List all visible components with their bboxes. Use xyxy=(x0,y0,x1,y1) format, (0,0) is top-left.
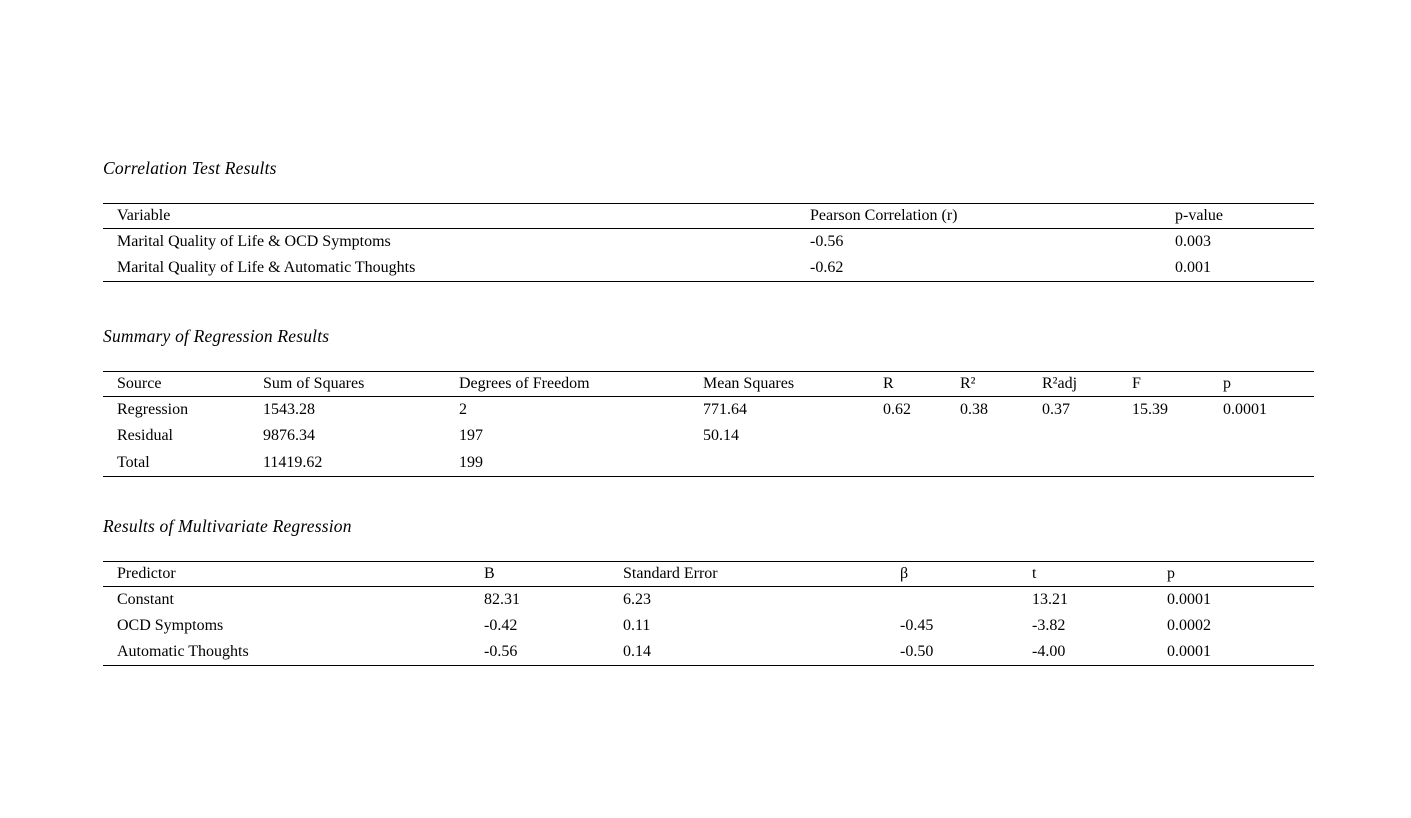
column-header: β xyxy=(886,561,1018,586)
column-header: B xyxy=(470,561,609,586)
column-header: p xyxy=(1209,372,1314,397)
table-cell: 0.11 xyxy=(623,616,651,634)
table-cell xyxy=(1118,450,1209,477)
table-cell: 15.39 xyxy=(1132,401,1168,418)
column-header: Source xyxy=(103,372,249,397)
table-row xyxy=(103,229,1314,256)
column-header: p xyxy=(1153,561,1314,586)
table-title: Summary of Regression Results xyxy=(103,326,330,346)
table-row xyxy=(103,639,1314,666)
table-cell: -0.62 xyxy=(810,259,844,276)
document-content xyxy=(103,0,1314,666)
table-cell: 6.23 xyxy=(623,590,651,608)
table-cell: -0.42 xyxy=(484,616,518,634)
correlation-results-table xyxy=(103,203,1314,282)
column-header: Predictor xyxy=(103,561,470,586)
table-row xyxy=(103,423,1314,450)
table-cell: Marital Quality of Life & OCD Symptoms xyxy=(117,233,391,250)
table-cell: -4.00 xyxy=(1032,643,1066,660)
table-cell: 0.37 xyxy=(1042,401,1070,418)
table-cell: Regression xyxy=(117,401,189,418)
column-header: p-value xyxy=(1161,204,1314,229)
header-row xyxy=(103,204,1314,229)
table-cell: 0.14 xyxy=(623,643,651,660)
table-row xyxy=(103,450,1314,477)
table-cell: -3.82 xyxy=(1032,616,1066,634)
table-cell: 0.38 xyxy=(960,401,988,418)
table-cell: Total xyxy=(117,453,150,471)
table-cell xyxy=(1028,423,1118,450)
column-header: R²adj xyxy=(1028,372,1118,397)
table-cell: 0.001 xyxy=(1175,259,1211,276)
column-header: t xyxy=(1018,561,1153,586)
table-cell: 197 xyxy=(459,427,483,445)
table-row xyxy=(103,255,1314,282)
column-header: Degrees of Freedom xyxy=(445,372,689,397)
table-cell: Residual xyxy=(117,427,173,445)
table-cell: 82.31 xyxy=(484,590,520,608)
table-cell: 199 xyxy=(459,453,483,471)
column-header: Pearson Correlation (r) xyxy=(796,204,1161,229)
header-row xyxy=(103,561,1314,586)
table-cell: Automatic Thoughts xyxy=(117,643,249,660)
table-cell: 0.0001 xyxy=(1167,590,1211,608)
section-multivariate-regression xyxy=(103,515,1314,667)
table-cell: Constant xyxy=(117,590,174,608)
table-cell: -0.56 xyxy=(484,643,518,660)
table-cell: -0.45 xyxy=(900,616,934,634)
table-cell: 771.64 xyxy=(703,401,747,418)
table-cell xyxy=(1209,423,1314,450)
table-cell xyxy=(1209,450,1314,477)
table-cell: 0.0002 xyxy=(1167,616,1211,634)
table-row xyxy=(103,613,1314,640)
table-cell: -0.50 xyxy=(900,643,934,660)
table-cell xyxy=(1118,423,1209,450)
table-cell: 11419.62 xyxy=(263,453,323,471)
table-row xyxy=(103,397,1314,424)
multivariate-regression-table xyxy=(103,561,1314,667)
table-cell xyxy=(1028,450,1118,477)
column-header: Sum of Squares xyxy=(249,372,445,397)
table-cell: 1543.28 xyxy=(263,401,315,418)
table-row xyxy=(103,586,1314,613)
table-cell: OCD Symptoms xyxy=(117,616,224,634)
table-cell: 0.0001 xyxy=(1167,643,1211,660)
table-cell: Marital Quality of Life & Automatic Thoughts xyxy=(117,259,416,276)
table-cell: 50.14 xyxy=(703,427,739,445)
section-correlation-results xyxy=(103,157,1314,282)
table-cell xyxy=(869,450,946,477)
table-cell: -0.56 xyxy=(810,233,844,250)
table-cell: 2 xyxy=(459,401,467,418)
table-cell xyxy=(886,586,1018,613)
table-title: Correlation Test Results xyxy=(103,158,277,178)
column-header: R² xyxy=(946,372,1028,397)
table-cell: 0.62 xyxy=(883,401,911,418)
column-header: Mean Squares xyxy=(689,372,869,397)
table-cell: 9876.34 xyxy=(263,427,315,445)
header-row xyxy=(103,372,1314,397)
table-cell: 0.0001 xyxy=(1223,401,1267,418)
column-header: Variable xyxy=(103,204,796,229)
table-title: Results of Multivariate Regression xyxy=(103,515,352,536)
column-header: F xyxy=(1118,372,1209,397)
table-cell: 13.21 xyxy=(1032,590,1068,608)
table-cell xyxy=(869,423,946,450)
table-cell xyxy=(689,450,869,477)
section-regression-summary xyxy=(103,325,1314,477)
table-cell xyxy=(946,423,1028,450)
table-cell xyxy=(946,450,1028,477)
column-header: Standard Error xyxy=(609,561,886,586)
table-cell: 0.003 xyxy=(1175,233,1211,250)
column-header: R xyxy=(869,372,946,397)
regression-summary-table xyxy=(103,371,1314,477)
